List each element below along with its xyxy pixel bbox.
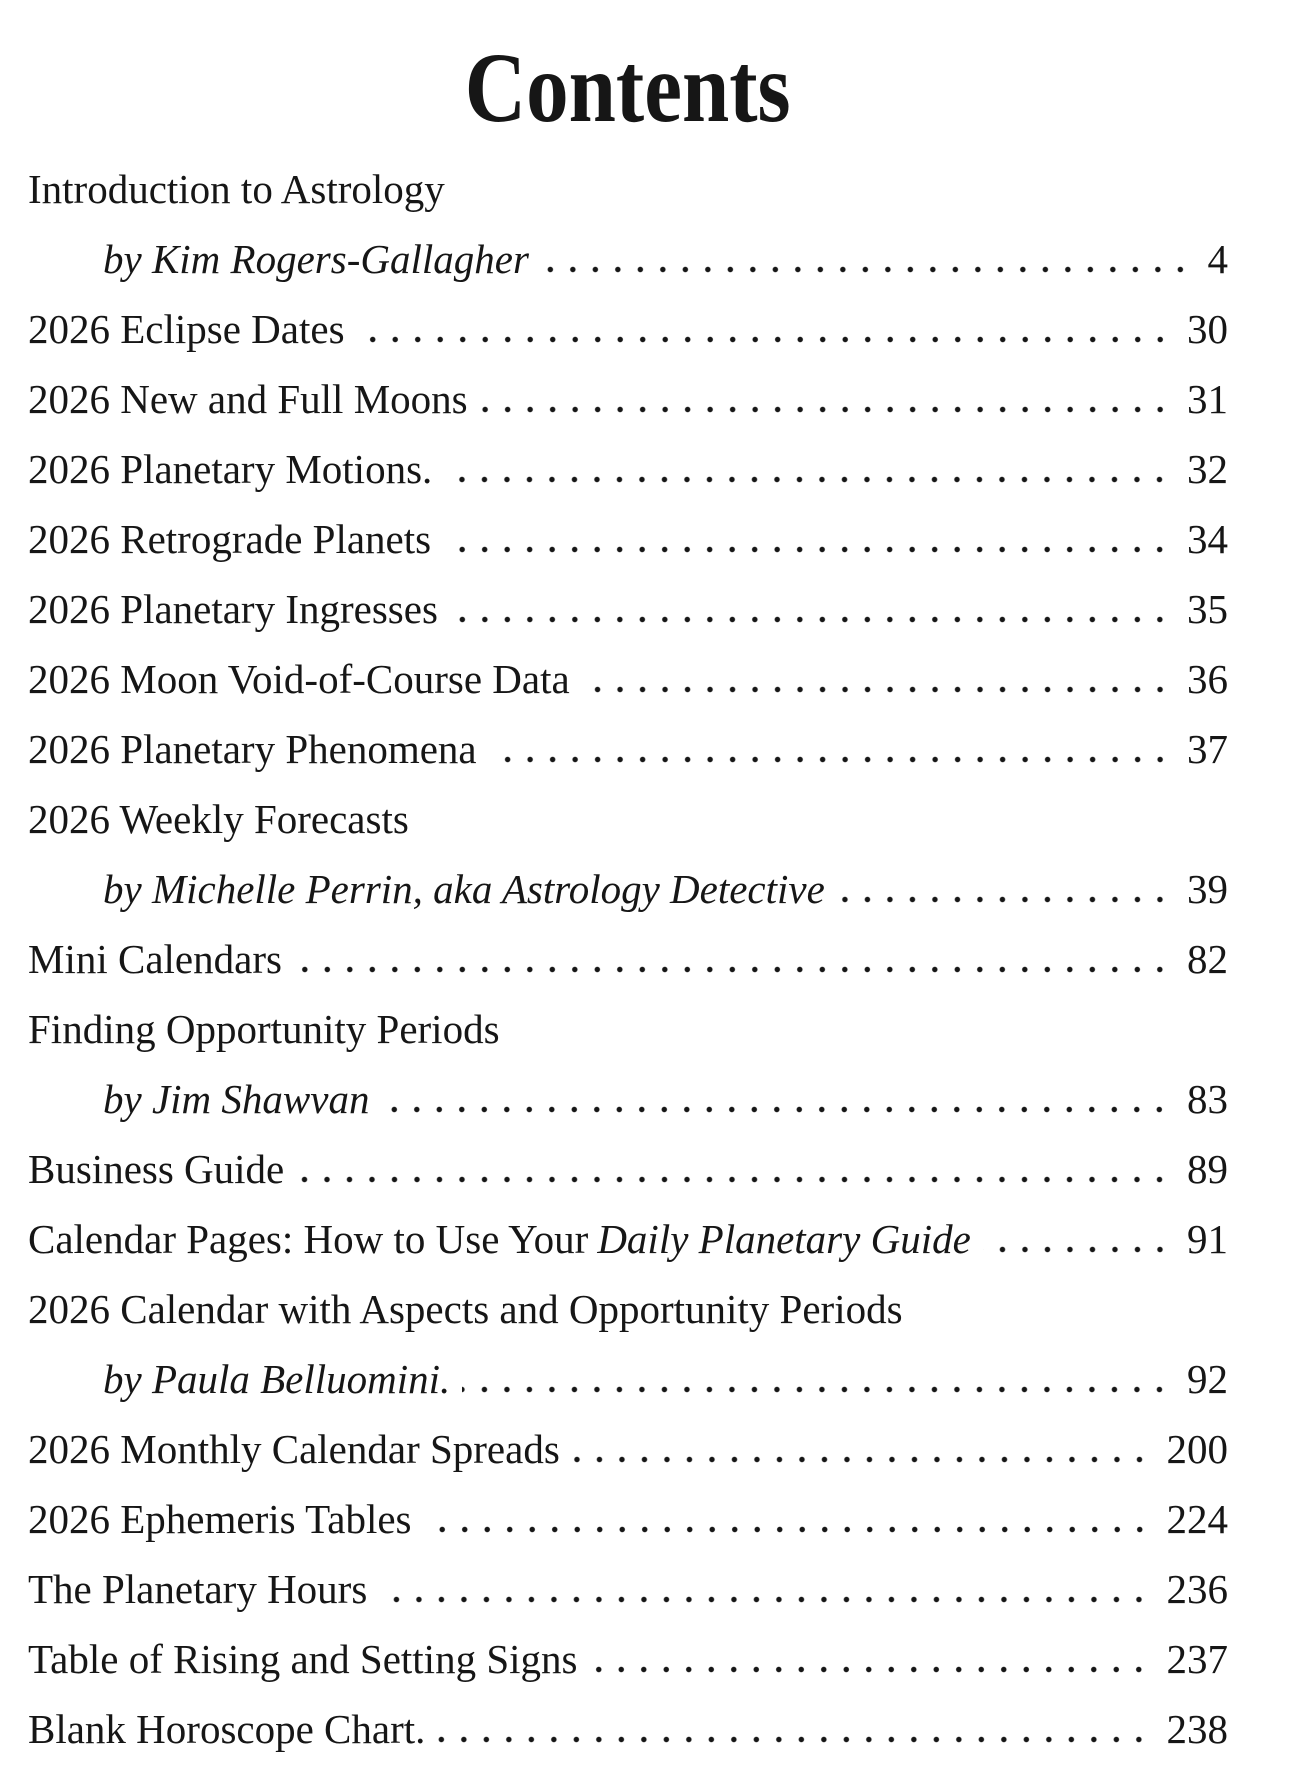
entry-page-number: 89 [1187,1146,1228,1192]
dot-leader [541,266,1192,273]
entry-page-number: 92 [1187,1356,1228,1402]
dot-leader [296,1176,1171,1183]
entry-page-number: 236 [1166,1566,1228,1612]
entry-title: 2026 New and Full Moons [28,376,468,422]
entry-title: 2026 Planetary Motions. [28,446,433,492]
dot-leader [837,896,1171,903]
toc-entry [28,574,1228,644]
dot-leader [589,1666,1150,1673]
entry-page-number: 37 [1187,726,1228,772]
entry-page-number: 36 [1187,656,1228,702]
dot-leader [294,966,1171,973]
dot-leader [572,1456,1151,1463]
toc-entry [28,994,1228,1064]
dot-leader [489,756,1171,763]
toc-entry [28,784,1228,854]
entry-title: 2026 Planetary Ingresses [28,586,438,632]
dot-leader [381,1106,1171,1113]
dot-leader [582,686,1171,693]
dot-leader [450,616,1171,623]
toc-entry [28,1134,1228,1204]
entry-title: 2026 Retrograde Planets [28,516,432,562]
entry-title: 2026 Eclipse Dates [28,306,345,352]
entry-title: Table of Rising and Setting Signs [28,1636,578,1682]
page-title [28,32,1228,143]
entry-title: by Paula Belluomini. [103,1356,451,1402]
entry-title: Blank Horoscope Chart. [28,1706,426,1752]
toc-entry [28,924,1228,994]
entry-title: by Kim Rogers-Gallagher [103,236,529,282]
dot-leader [443,546,1171,553]
entry-page-number: 82 [1187,936,1228,982]
entry-page-number: 31 [1187,376,1228,422]
entry-title: by Michelle Perrin, aka Astrology Detective [103,866,825,912]
toc-entry [28,294,1228,364]
entry-title-italic: Daily Planetary Guide [597,1216,971,1262]
entry-title: 2026 Calendar with Aspects and Opportunity Periods [28,1286,903,1332]
toc-entry [28,224,1228,294]
entry-title: 2026 Moon Void-of-Course Data [28,656,570,702]
entry-title: Business Guide [28,1146,285,1192]
page-title-text: Contents [465,32,791,143]
entry-page-number: 30 [1187,306,1228,352]
entry-page-number: 35 [1187,586,1228,632]
toc-entry [28,434,1228,504]
toc-entry [28,1624,1228,1694]
entry-page-number: 32 [1187,446,1228,492]
entry-page-number: 237 [1166,1636,1228,1682]
toc-entry [28,1484,1228,1554]
toc-entry [28,1274,1228,1344]
entry-page-number: 91 [1187,1216,1228,1262]
entry-page-number: 200 [1166,1426,1228,1472]
entry-page-number: 39 [1187,866,1228,912]
entry-title: 2026 Monthly Calendar Spreads [28,1426,560,1472]
toc-entry [28,644,1228,714]
entry-title: Introduction to Astrology [28,166,445,212]
toc-list [28,154,1228,1764]
entry-title: Calendar Pages: How to Use Your [28,1216,589,1262]
dot-leader [444,476,1171,483]
entry-page-number: 83 [1187,1076,1228,1122]
dot-leader [437,1736,1150,1743]
toc-entry [28,1414,1228,1484]
toc-entry [28,1064,1228,1134]
entry-title: 2026 Ephemeris Tables [28,1496,412,1542]
toc-entry [28,714,1228,784]
toc-entry [28,1344,1228,1414]
entry-page-number: 4 [1207,236,1228,282]
toc-entry [28,1554,1228,1624]
toc-entry [28,1694,1228,1764]
entry-title: 2026 Planetary Phenomena [28,726,477,772]
toc-entry [28,364,1228,434]
entry-title: by Jim Shawvan [103,1076,370,1122]
entry-title: The Planetary Hours [28,1566,368,1612]
toc-entry [28,504,1228,574]
entry-title: Mini Calendars [28,936,282,982]
entry-title: Finding Opportunity Periods [28,1006,500,1052]
dot-leader [462,1386,1171,1393]
dot-leader [357,336,1171,343]
entry-page-number: 238 [1166,1706,1228,1752]
entry-page-number: 224 [1166,1496,1228,1542]
dot-leader [983,1246,1171,1253]
entry-title: 2026 Weekly Forecasts [28,796,409,842]
entry-page-number: 34 [1187,516,1228,562]
dot-leader [480,406,1171,413]
toc-entry [28,1204,1228,1274]
toc-entry [28,854,1228,924]
toc-entry [28,154,1228,224]
dot-leader [379,1596,1150,1603]
dot-leader [424,1526,1151,1533]
